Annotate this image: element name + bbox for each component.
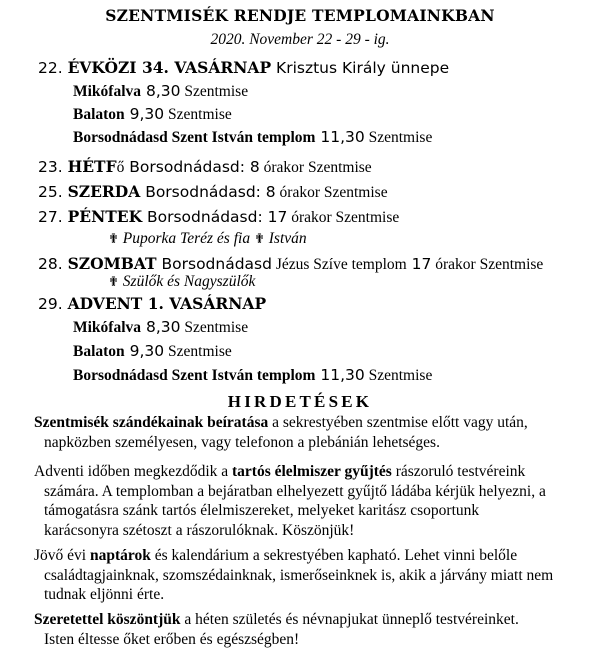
mass-line: Balaton 9,30 Szentmise xyxy=(73,105,232,123)
mass-intention: ✟ Szülők és Nagyszülők xyxy=(108,273,256,290)
cross-icon: ✟ xyxy=(108,275,119,290)
mass-intention: ✟ Puporka Teréz és fia ✟ István xyxy=(108,230,307,247)
announcement: Szeretettel köszöntjük a héten születés és névnapjukat ünneplő testvéreinket. Isten éltesse őket erőben és egészségben! xyxy=(34,611,519,648)
schedule-day-22 xyxy=(38,58,449,77)
feast-name: Krisztus Király ünnepe xyxy=(271,59,450,77)
mass-line: Balaton 9,30 Szentmise xyxy=(73,342,232,360)
day-number: 22. xyxy=(38,59,63,77)
page-title: SZENTMISÉK RENDJE TEMPLOMAINKBAN xyxy=(105,6,495,25)
schedule-day-23: 23. HÉTFő Borsodnádasd: 8 órakor Szentmise xyxy=(38,157,372,176)
day-name: ÉVKÖZI 34. VASÁRNAP xyxy=(67,58,272,77)
mass-line: Mikófalva 8,30 Szentmise xyxy=(73,318,249,336)
announcements-heading: HIRDETÉSEK xyxy=(227,392,373,411)
announcement: Szentmisék szándékainak beíratása a sekrestyében szentmise előtt vagy után, napközben személyesen, vagy telefonon a plebánián lehetséges. xyxy=(34,414,528,451)
mass-line: Borsodnádasd Szent István templom 11,30 Szentmise xyxy=(73,366,433,384)
announcement: Adventi időben megkezdődik a tartós élelmiszer gyűjtés rászoruló testvéreink számára. A templomban a bejáratban elhelyezett gyűjtő ládába kérjük helyezni, a támogatásra szánk tartós élelmiszereket, melyeket karitász csoportunk karácsonyra szétoszt a rászorulóknak. Köszönjük! xyxy=(34,463,546,539)
date-range: 2020. November 22 - 29 - ig. xyxy=(210,31,390,48)
schedule-day-29: 29. ADVENT 1. VASÁRNAP xyxy=(38,294,267,313)
cross-icon: ✟ xyxy=(108,232,119,247)
announcement: Jövő évi naptárok és kalendárium a sekrestyében kapható. Lehet vinni belőle családtagjainknak, szomszédainknak, ismerőseinknek is, akik a járvány miatt nem tudnak eljönni érte. xyxy=(34,547,554,603)
mass-line: Borsodnádasd Szent István templom 11,30 Szentmise xyxy=(73,128,433,146)
schedule-day-25: 25. SZERDA Borsodnádasd: 8 órakor Szentmise xyxy=(38,182,388,201)
schedule-day-28: 28. SZOMBAT Borsodnádasd Jézus Szíve templom 17 órakor Szentmise xyxy=(38,254,544,273)
schedule-day-27: 27. PÉNTEK Borsodnádasd: 17 órakor Szentmise xyxy=(38,207,400,226)
mass-line: Mikófalva 8,30 Szentmise xyxy=(73,82,249,100)
cross-icon: ✟ xyxy=(253,232,265,247)
